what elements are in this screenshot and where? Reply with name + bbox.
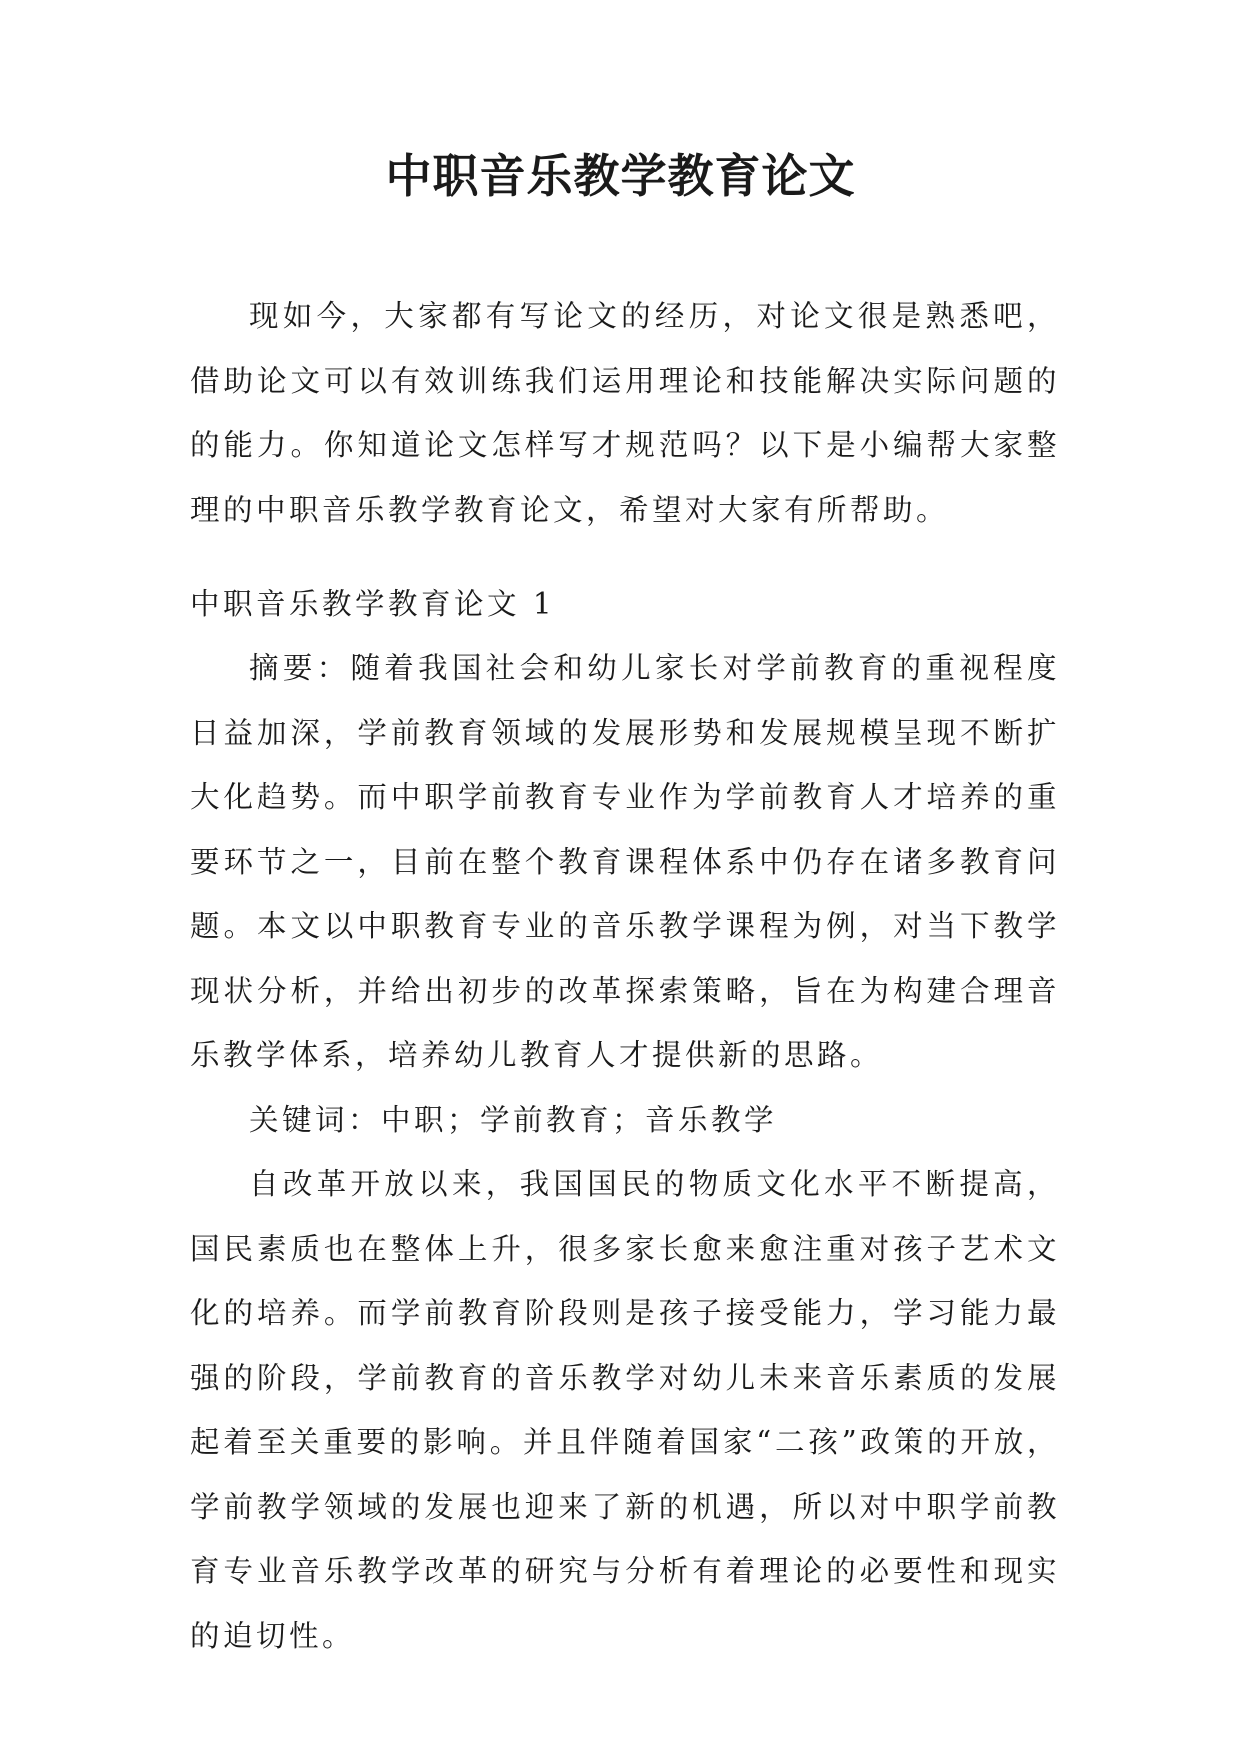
intro-paragraph: 现如今，大家都有写论文的经历，对论文很是熟悉吧，借助论文可以有效训练我们运用理论和技能解决实际问题的的能力。你知道论文怎样写才规范吗？以下是小编帮大家整理的中职音乐教学教育论文，希望对大家有所帮助。 [190,299,1060,527]
section-heading: 中职音乐教学教育论文 1 [190,587,556,621]
abstract-paragraph: 摘要：随着我国社会和幼儿家长对学前教育的重视程度日益加深，学前教育领域的发展形势和发展规模呈现不断扩大化趋势。而中职学前教育专业作为学前教育人才培养的重要环节之一，目前在整个教育课程体系中仍存在诸多教育问题。本文以中职教育专业的音乐教学课程为例，对当下教学现状分析，并给出初步的改革探索策略，旨在为构建合理音乐教学体系，培养幼儿教育人才提供新的思路。 [190,651,1060,1072]
document-title: 中职音乐教学教育论文 [385,149,856,203]
section-body [190,636,1060,1668]
intro-section [190,284,1060,542]
body-paragraph: 自改革开放以来，我国国民的物质文化水平不断提高，国民素质也在整体上升，很多家长愈来愈注重对孩子艺术文化的培养。而学前教育阶段则是孩子接受能力，学习能力最强的阶段，学前教育的音乐教学对幼儿未来音乐素质的发展起着至关重要的影响。并且伴随着国家“二孩”政策的开放，学前教学领域的发展也迎来了新的机遇，所以对中职学前教育专业音乐教学改革的研究与分析有着理论的必要性和现实的迫切性。 [190,1167,1060,1653]
keywords-paragraph: 关键词：中职；学前教育；音乐教学 [249,1102,778,1137]
